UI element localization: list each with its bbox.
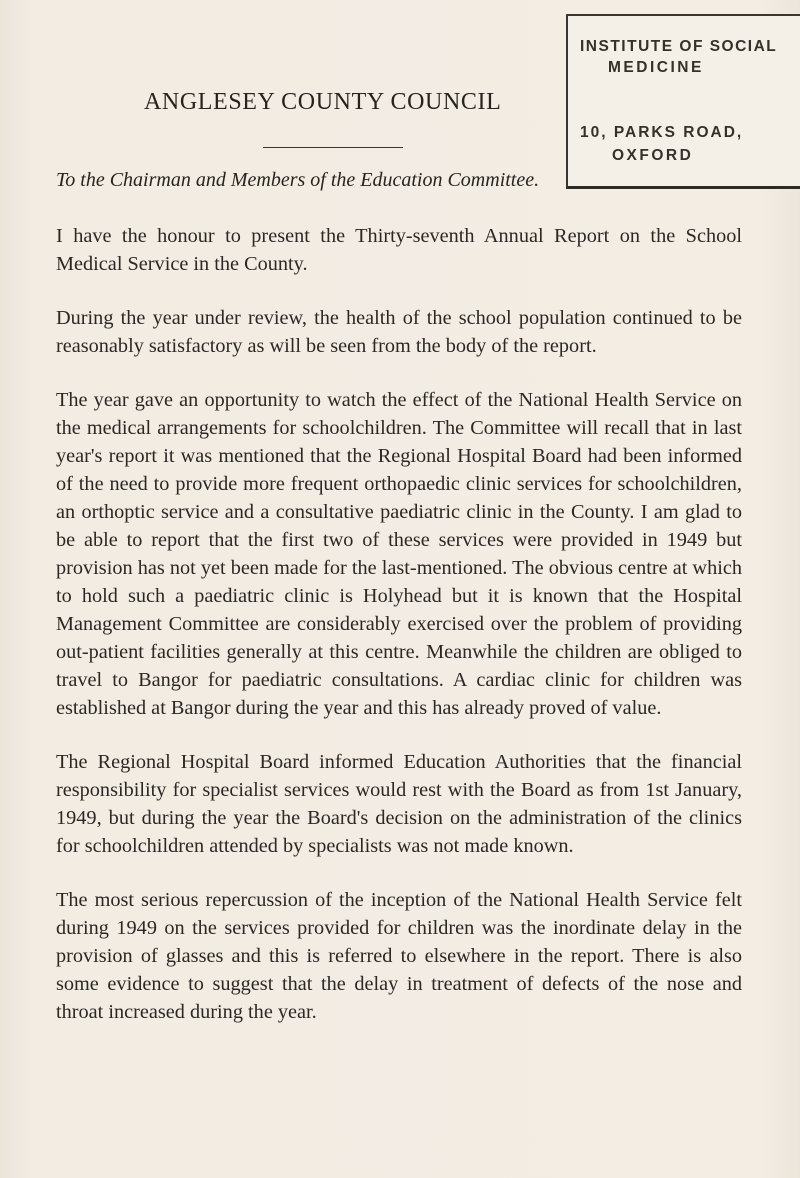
stamp-city-line: OXFORD [612,147,694,164]
heading-divider [263,147,403,148]
library-stamp [566,14,800,189]
stamp-institute-line: INSTITUTE OF SOCIAL [580,38,778,55]
paragraph: I have the honour to present the Thirty-seventh Annual Report on the School Medical Service in the County. [56,225,742,275]
paragraph: The year gave an opportunity to watch the effect of the National Health Service on the medical arrangements for schoolchildren. The Committee will recall that in last year's report it was mentioned that the Regional Hospital Board had been informed of the need to provide more frequent orthopaedic clinic services for schoolchildren, an orthoptic service and a consultative paediatric clinic in the County. I am glad to be able to report that the first two of these services were provided in 1949 but provision has not yet been made for the last-mentioned. The obvious centre at which to hold such a paediatric clinic is Holyhead but it is known that the Hospital Management Committee are considerably exercised over the problem of providing out-patient facilities generally at this centre. Meanwhile the children are obliged to travel to Bangor for paediatric consultations. A cardiac clinic for children was established at Bangor during the year and this has already proved of value. [56,389,742,719]
report-body [56,222,742,1052]
paragraph: During the year under review, the health of the school population continued to be reasonably satisfactory as will be seen from the body of the report. [56,307,742,357]
salutation: To the Chairman and Members of the Education Committee. [56,169,540,191]
paragraph: The most serious repercussion of the inception of the National Health Service felt during 1949 on the services provided for children was the inordinate delay in the provision of glasses and this is referred to elsewhere in the report. There is also some evidence to suggest that the delay in treatment of defects of the nose and throat increased during the year. [56,889,742,1023]
stamp-medicine-line: MEDICINE [608,59,704,76]
council-heading: ANGLESEY COUNTY COUNCIL [144,89,502,115]
paragraph: The Regional Hospital Board informed Education Authorities that the financial responsibility for specialist services would rest with the Board as from 1st January, 1949, but during the year the Board's decision on the administration of the clinics for schoolchildren attended by specialists was not made known. [56,751,742,857]
stamp-address-line: 10, PARKS ROAD, [580,124,744,141]
